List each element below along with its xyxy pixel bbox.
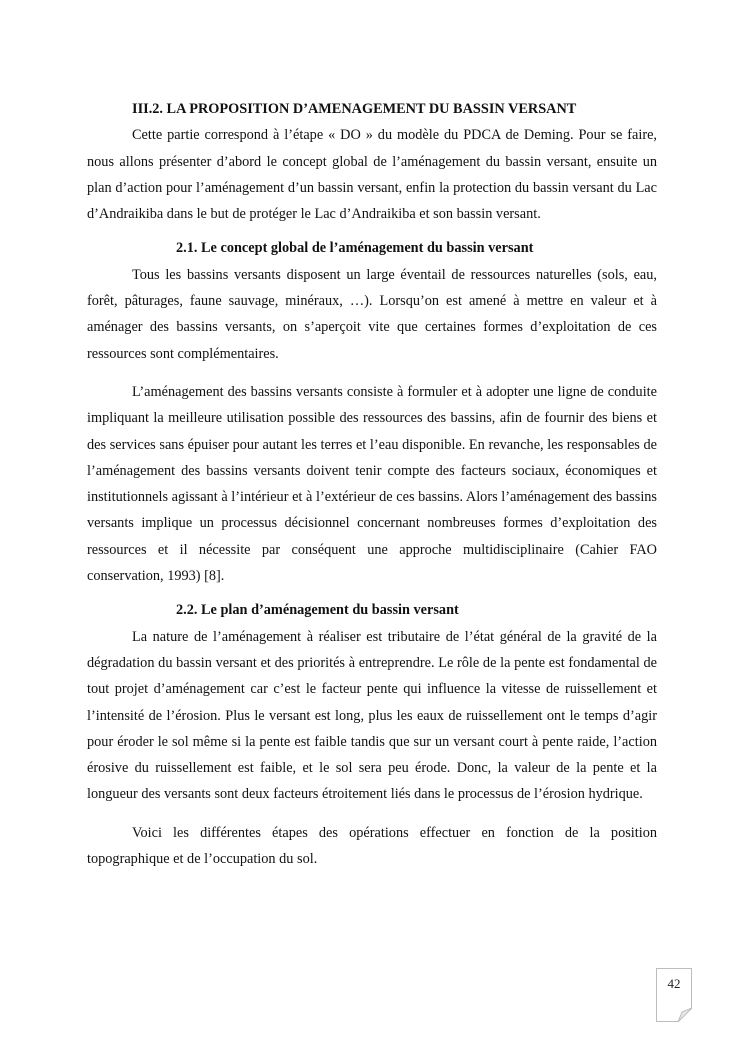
section-title: III.2. LA PROPOSITION D’AMENAGEMENT DU BASSIN VERSANT bbox=[132, 101, 577, 117]
page-number: 42 bbox=[667, 976, 681, 991]
subsection-2-paragraph-2: Voici les différentes étapes des opérations effectuer en fonction de la position topographique et de l’occupation du sol. bbox=[87, 824, 657, 868]
page-body bbox=[87, 96, 657, 872]
subsection-1-paragraph-2: L’aménagement des bassins versants consiste à formuler et à adopter une ligne de conduite impliquant la meilleure utilisation possible des ressources des bassins, afin de fournir des biens et des services sans épuiser pour autant les terres et l’eau disponible. En revanche, les responsables de l’aménagement des bassins versants doivent tenir compte des facteurs sociaux, économiques et institutionnels agissant à l’intérieur et à l’extérieur de ces bassins. Alors l’aménagement des bassins versants implique un processus décisionnel concernant nombreuses formes d’exploitation des ressources et il nécessite par conséquent une approche multidisciplinaire (Cahier FAO conservation, 1993) [8]. bbox=[87, 383, 657, 585]
subsection-1-title: 2.1. Le concept global de l’aménagement du bassin versant bbox=[176, 240, 534, 257]
page-number-box bbox=[656, 968, 692, 1022]
section-intro-paragraph: Cette partie correspond à l’étape « DO » du modèle du PDCA de Deming. Pour se faire, nous allons présenter d’abord le concept global de l’aménagement du bassin versant, ensuite un plan d’action pour l’aménagement d’un bassin versant, enfin la protection du bassin versant du Lac d’Andraikiba dans le but de protéger le Lac d’Andraikiba et son bassin versant. bbox=[87, 127, 657, 223]
page-curl-icon bbox=[678, 1008, 692, 1022]
subsection-2-paragraph-1: La nature de l’aménagement à réaliser est tributaire de l’état général de la gravité de la dégradation du bassin versant et des priorités à entreprendre. Le rôle de la pente est fondamental de tout projet d’aménagement car c’est le facteur pente qui influence la vitesse de ruissellement et l’intensité de l’érosion. Plus le versant est long, plus les eaux de ruissellement ont le temps d’agir pour éroder le sol même si la pente est faible tandis que sur un versant court à pente raide, l’action érosive du ruissellement est faible, et le sol sera peu érode. Donc, la valeur de la pente et la longueur des versants sont deux facteurs étroitement liés dans le processus de l’érosion hydrique. bbox=[87, 628, 657, 803]
subsection-2-title: 2.2. Le plan d’aménagement du bassin versant bbox=[176, 602, 459, 619]
subsection-1-paragraph-1: Tous les bassins versants disposent un large éventail de ressources naturelles (sols, eau, forêt, pâturages, faune sauvage, minéraux, …). Lorsqu’on est amené à mettre en valeur et à aménager des bassins versants, on s’aperçoit vite que certaines formes d’exploitation de ces ressources sont complémentaires. bbox=[87, 266, 657, 362]
